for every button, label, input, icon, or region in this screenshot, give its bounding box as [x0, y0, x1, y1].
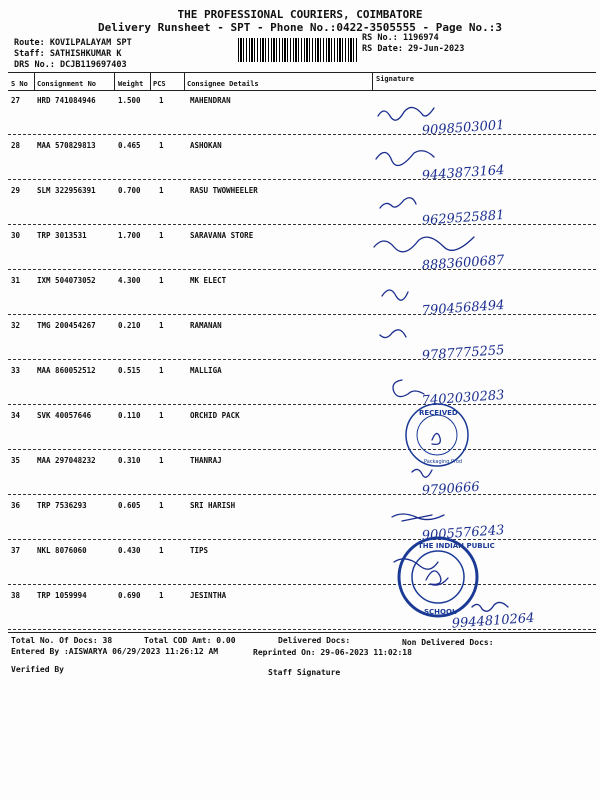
row-separator — [8, 359, 596, 360]
column-divider — [372, 72, 373, 90]
report-subtitle: Delivery Runsheet - SPT - Phone No.:0422-3505555 - Page No.:3 — [98, 21, 502, 34]
row-separator — [8, 269, 596, 270]
row-pcs: 1 — [159, 231, 164, 240]
column-divider — [184, 72, 185, 90]
row-consignee: MALLIGA — [190, 366, 222, 375]
row-separator — [8, 629, 596, 630]
report-title: THE PROFESSIONAL COURIERS, COIMBATORE — [177, 8, 423, 21]
handwritten-signature-icon — [372, 147, 592, 187]
rs-number: RS No.: 1196974 — [362, 33, 439, 43]
row-pcs: 1 — [159, 186, 164, 195]
row-consignee: THANRAJ — [190, 456, 222, 465]
table-top-rule — [8, 72, 596, 73]
col-header-sno: S No — [11, 80, 28, 88]
col-header-consignment: Consignment No — [37, 80, 97, 88]
verified-by: Verified By — [11, 665, 64, 674]
row-consignee: SARAVANA STORE — [190, 231, 254, 240]
row-pcs: 1 — [159, 591, 164, 600]
row-weight: 0.605 — [118, 501, 141, 510]
svg-text:9787775255: 9787775255 — [421, 342, 505, 364]
row-separator — [8, 134, 596, 135]
table-row — [0, 497, 600, 542]
handwritten-signature-icon — [372, 327, 592, 367]
col-header-signature: Signature — [376, 75, 414, 83]
row-sno: 29 — [11, 186, 21, 195]
staff-label: Staff: SATHISHKUMAR K — [14, 49, 122, 59]
school-seal-icon — [396, 535, 495, 619]
col-header-consignee: Consignee Details — [187, 80, 259, 88]
row-separator — [8, 404, 596, 405]
row-consignee: MK ELECT — [190, 276, 227, 285]
footer-top-rule — [8, 632, 596, 633]
row-weight: 0.690 — [118, 591, 141, 600]
row-weight: 0.110 — [118, 411, 141, 420]
rs-date: RS Date: 29-Jun-2023 — [362, 44, 465, 54]
table-row — [0, 137, 600, 182]
row-pcs: 1 — [159, 96, 164, 105]
row-consignee: ORCHID PACK — [190, 411, 240, 420]
row-pcs: 1 — [159, 456, 164, 465]
table-row — [0, 587, 600, 632]
col-header-pcs: PCS — [153, 80, 166, 88]
table-row — [0, 272, 600, 317]
row-pcs: 1 — [159, 366, 164, 375]
row-weight: 0.210 — [118, 321, 141, 330]
route-label: Route: KOVILPALAYAM SPT — [14, 38, 132, 48]
row-weight: 0.310 — [118, 456, 141, 465]
row-pcs: 1 — [159, 276, 164, 285]
row-consignee: RAMANAN — [190, 321, 222, 330]
table-row — [0, 227, 600, 272]
row-consignment-no: TRP 7536293 — [37, 501, 87, 510]
svg-text:9629525881: 9629525881 — [421, 207, 505, 229]
svg-text:7904568494: 7904568494 — [421, 297, 505, 319]
row-consignment-no: MAA 297048232 — [37, 456, 96, 465]
row-consignment-no: TRP 3013531 — [37, 231, 87, 240]
row-consignment-no: SVK 40057646 — [37, 411, 92, 420]
row-separator — [8, 179, 596, 180]
svg-text:9098503001: 9098503001 — [421, 117, 505, 139]
row-sno: 27 — [11, 96, 21, 105]
column-divider — [114, 72, 115, 90]
entered-by: Entered By :AISWARYA 06/29/2023 11:26:12 AM — [11, 647, 219, 656]
row-consignment-no: SLM 322956391 — [37, 186, 96, 195]
svg-text:THE INDIAN PUBLIC: THE INDIAN PUBLIC — [418, 542, 495, 550]
row-consignee: MAHENDRAN — [190, 96, 231, 105]
row-pcs: 1 — [159, 546, 164, 555]
row-sno: 31 — [11, 276, 21, 285]
barcode-image — [238, 38, 358, 62]
column-divider — [34, 72, 35, 90]
row-consignee: TIPS — [190, 546, 209, 555]
svg-text:Packaging Prod: Packaging Prod — [424, 459, 463, 465]
row-consignment-no: MAA 570829813 — [37, 141, 96, 150]
row-consignee: SRI HARISH — [190, 501, 236, 510]
received-stamp-icon — [402, 400, 472, 470]
row-consignee: RASU TWOWHEELER — [190, 186, 258, 195]
row-separator — [8, 584, 596, 585]
total-cod: Total COD Amt: 0.00 — [144, 636, 236, 645]
row-weight: 4.300 — [118, 276, 141, 285]
handwritten-signature-icon — [372, 282, 592, 322]
row-sno: 28 — [11, 141, 21, 150]
svg-text:RECEIVED: RECEIVED — [419, 409, 458, 417]
delivered-docs: Delivered Docs: — [278, 636, 351, 645]
row-consignment-no: TRP 1059994 — [37, 591, 87, 600]
row-sno: 30 — [11, 231, 21, 240]
row-sno: 32 — [11, 321, 21, 330]
row-weight: 0.700 — [118, 186, 141, 195]
row-sno: 37 — [11, 546, 21, 555]
row-pcs: 1 — [159, 501, 164, 510]
table-row — [0, 92, 600, 137]
row-consignment-no: NKL 8076060 — [37, 546, 87, 555]
row-pcs: 1 — [159, 141, 164, 150]
row-separator — [8, 539, 596, 540]
svg-text:7402030283: 7402030283 — [421, 387, 505, 409]
table-row — [0, 317, 600, 362]
row-weight: 0.430 — [118, 546, 141, 555]
handwritten-signature-icon — [372, 237, 592, 277]
row-consignment-no: TMG 200454267 — [37, 321, 96, 330]
table-row — [0, 362, 600, 407]
drs-number: DRS No.: DCJB119697403 — [14, 60, 127, 70]
row-sno: 34 — [11, 411, 21, 420]
svg-text:9443873164: 9443873164 — [421, 162, 505, 184]
svg-text:9005576243: 9005576243 — [421, 522, 505, 544]
row-weight: 1.700 — [118, 231, 141, 240]
table-row — [0, 407, 600, 452]
row-consignment-no: HRD 741084946 — [37, 96, 96, 105]
table-row — [0, 452, 600, 497]
table-row — [0, 542, 600, 587]
svg-text:9790666: 9790666 — [421, 479, 481, 499]
row-consignment-no: MAA 860052512 — [37, 366, 96, 375]
row-separator — [8, 314, 596, 315]
row-sno: 36 — [11, 501, 21, 510]
row-weight: 0.515 — [118, 366, 141, 375]
row-consignee: ASHOKAN — [190, 141, 222, 150]
row-separator — [8, 494, 596, 495]
svg-text:SCHOOL: SCHOOL — [424, 608, 457, 616]
reprinted-on: Reprinted On: 29-06-2023 11:02:18 — [253, 648, 412, 657]
row-separator — [8, 449, 596, 450]
row-pcs: 1 — [159, 321, 164, 330]
column-divider — [150, 72, 151, 90]
row-weight: 0.465 — [118, 141, 141, 150]
handwritten-signature-icon — [372, 192, 592, 232]
svg-text:9944810264: 9944810264 — [451, 610, 535, 632]
row-consignee: JESINTHA — [190, 591, 227, 600]
row-pcs: 1 — [159, 411, 164, 420]
row-sno: 38 — [11, 591, 21, 600]
staff-signature: Staff Signature — [268, 668, 341, 677]
non-delivered-docs: Non Delivered Docs: — [402, 638, 494, 647]
col-header-weight: Weight — [118, 80, 144, 88]
table-header-rule — [8, 90, 596, 91]
table-row — [0, 182, 600, 227]
row-sno: 33 — [11, 366, 21, 375]
row-consignment-no: IXM 504073052 — [37, 276, 96, 285]
total-docs: Total No. Of Docs: 38 — [11, 636, 113, 645]
handwritten-signature-icon — [372, 102, 592, 142]
row-separator — [8, 224, 596, 225]
row-weight: 1.500 — [118, 96, 141, 105]
row-sno: 35 — [11, 456, 21, 465]
svg-text:8883600687: 8883600687 — [421, 252, 505, 274]
